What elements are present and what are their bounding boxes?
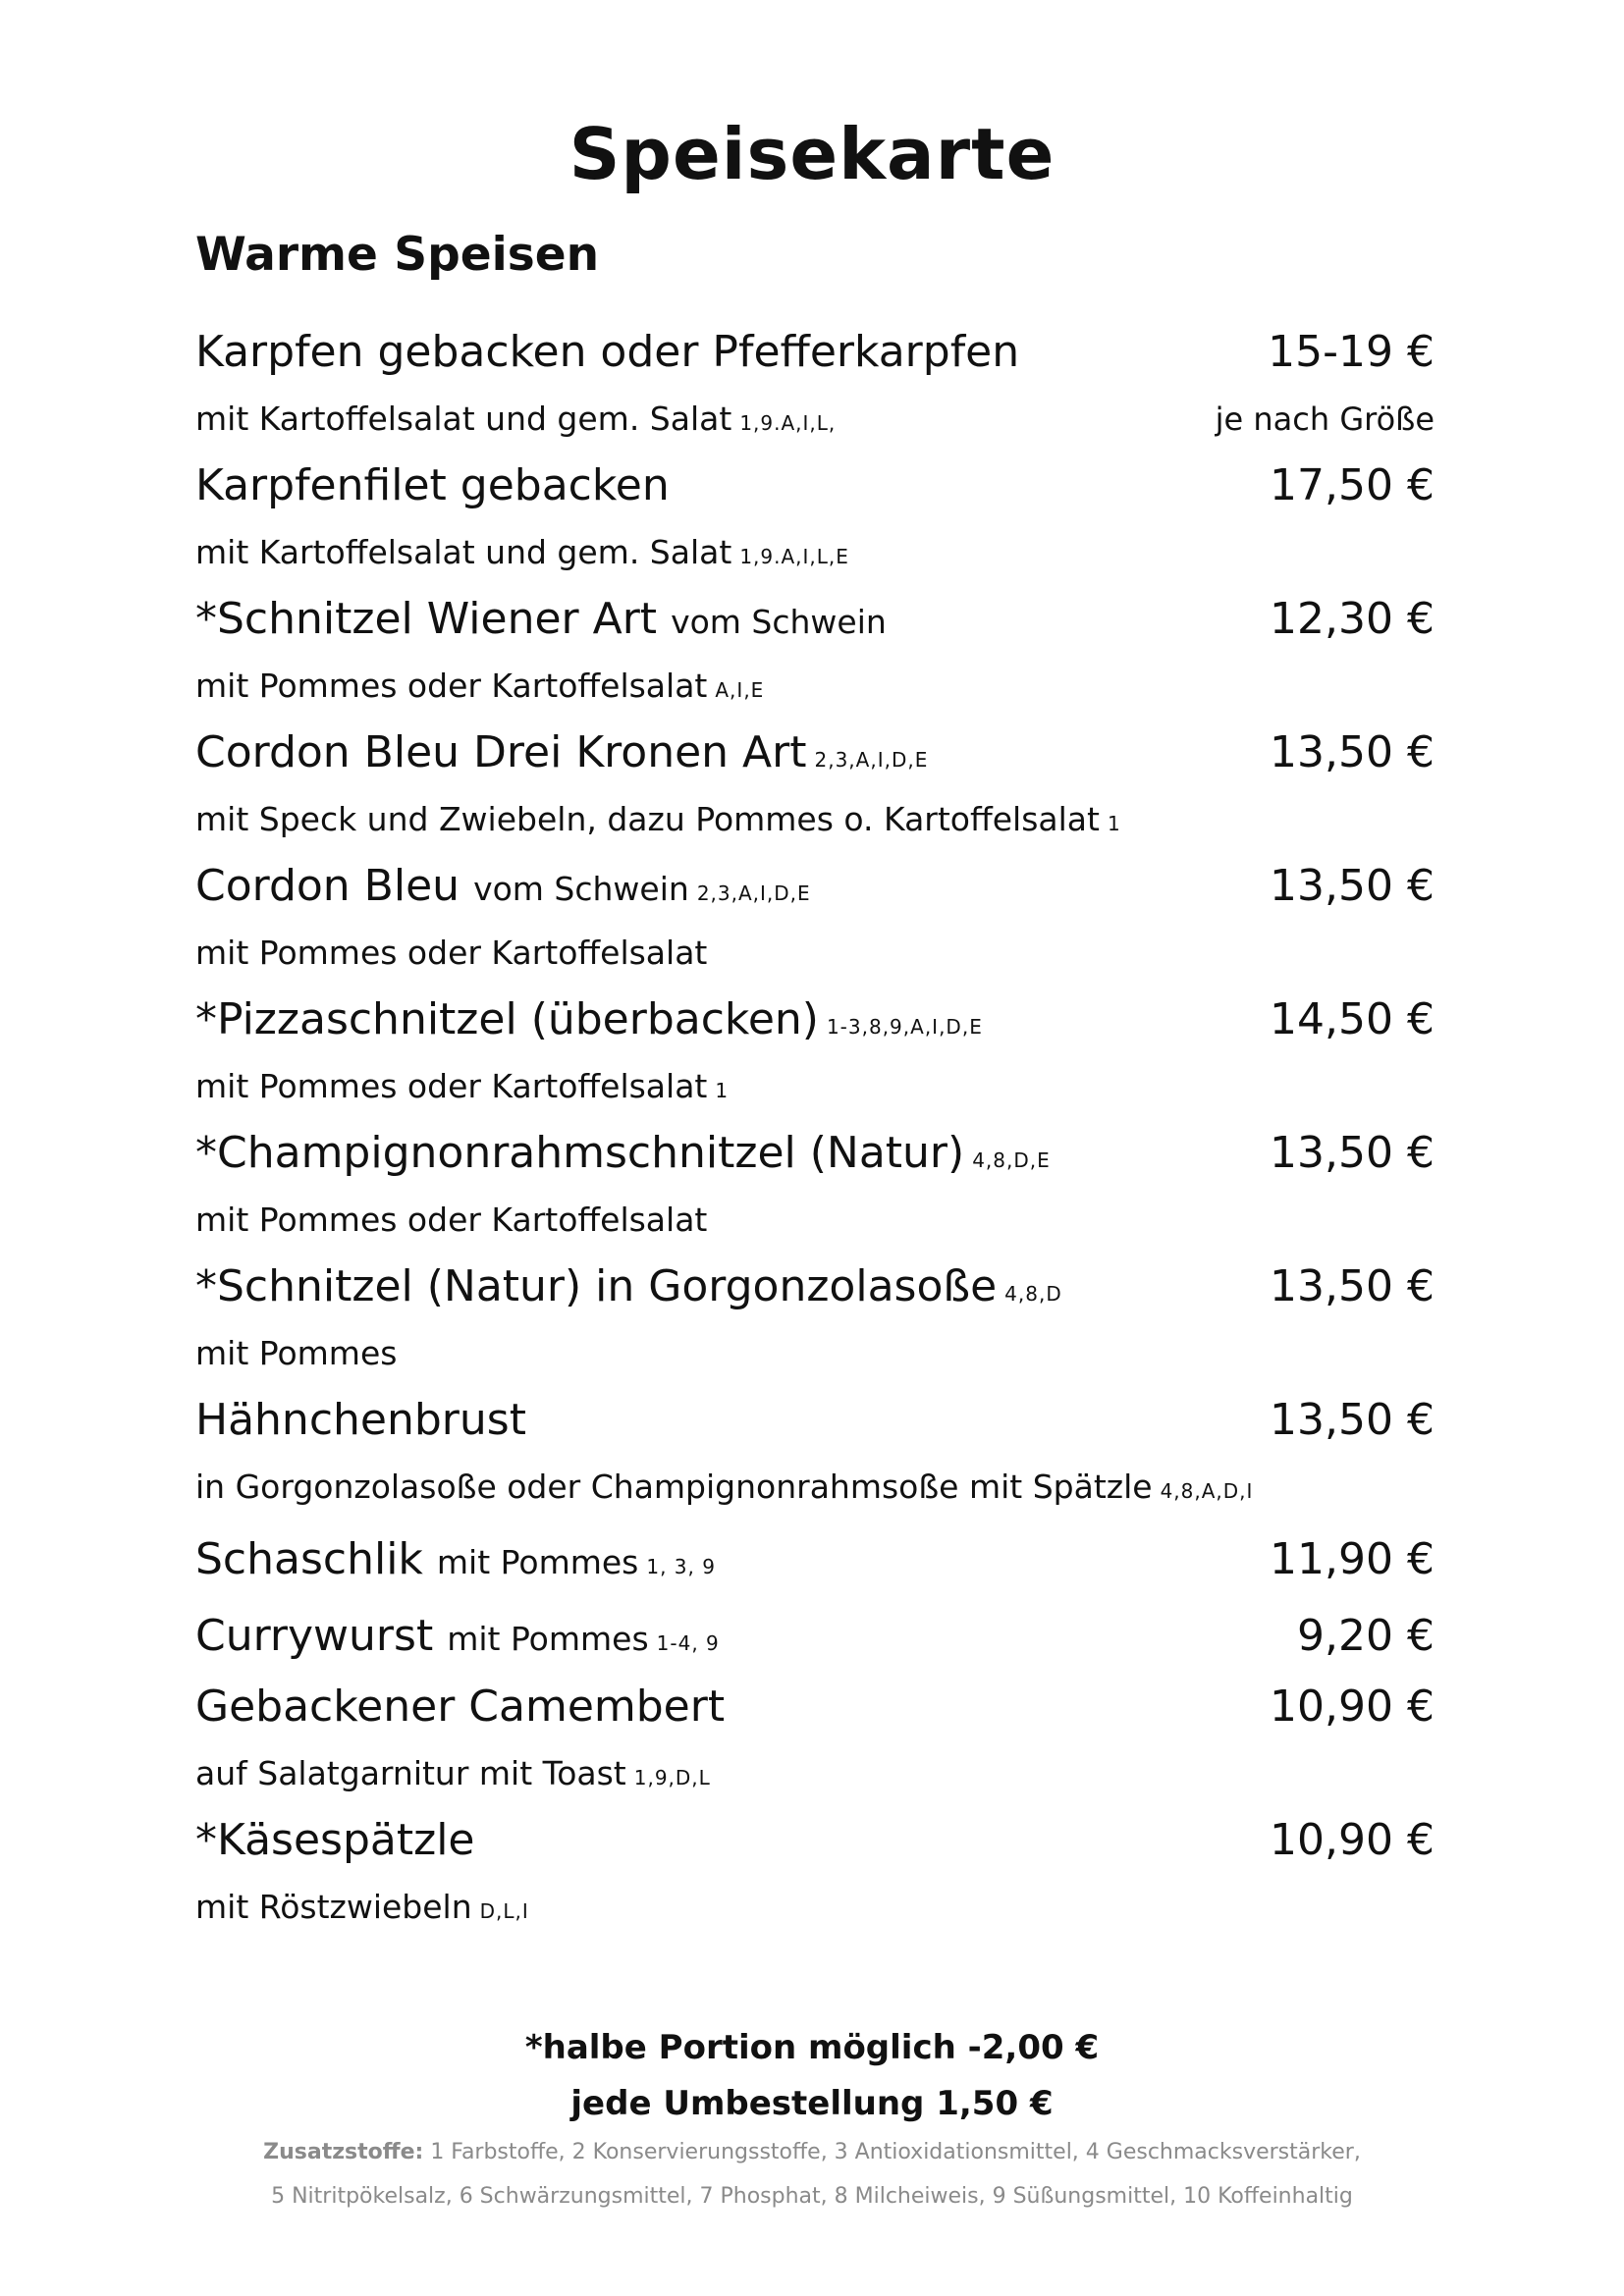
menu-list [195,319,1435,1941]
dish-allergens: 4,8,D,E [972,1148,1051,1172]
dish-price: 10,90 € [1270,1682,1435,1732]
dish-allergens: 1-3,8,9,A,I,D,E [826,1015,983,1039]
menu-item-header [195,1674,1435,1739]
menu-item-title [195,1682,725,1732]
menu-item-title [195,1261,1062,1311]
additives-line-2: 5 Nitritpökelsalz, 6 Schwärzungsmittel, 7 Phosphat, 8 Milcheiweis, 9 Süßungsmittel, 10 Koffeinhaltig [271,2184,1353,2209]
dish-allergens: 1-4, 9 [656,1630,720,1655]
menu-item-description-row [195,1453,1435,1521]
page-title: Speisekarte [568,113,1056,195]
menu-item-description-row [195,385,1435,453]
menu-item-description [195,533,849,571]
dish-name: Karpfenfilet gebacken [195,460,670,510]
menu-item [195,1597,1435,1674]
dish-price: 12,30 € [1270,594,1435,644]
description-allergens: 1 [715,1079,730,1102]
footer-notes [0,2020,1624,2132]
dish-name: *Schnitzel Wiener Art [195,594,658,644]
menu-item-description [195,667,764,705]
section-heading: Warme Speisen [195,228,600,282]
description-allergens: 1 [1107,812,1121,835]
menu-item-title [195,994,983,1044]
menu-item [195,1254,1435,1387]
menu-item [195,720,1435,853]
menu-item-description [195,1888,529,1926]
dish-name: Schaschlik [195,1533,423,1584]
description-allergens: 1,9,D,L [633,1766,711,1789]
menu-item-header [195,720,1435,785]
menu-item-title [195,1395,526,1445]
menu-item [195,586,1435,720]
menu-item [195,1521,1435,1597]
dish-description: mit Speck und Zwiebeln, dazu Pommes o. Kartoffelsalat [195,800,1100,838]
menu-item-title [195,327,1019,377]
dish-note: vom Schwein [473,870,689,908]
description-allergens: 1,9.A,I,L, [739,411,837,435]
menu-item-header [195,319,1435,385]
dish-price: 13,50 € [1270,1395,1435,1445]
dish-name: *Pizzaschnitzel (überbacken) [195,994,819,1044]
menu-item-header [195,1254,1435,1319]
dish-price: 13,50 € [1270,727,1435,777]
menu-item-header [195,1387,1435,1453]
menu-item-description [195,800,1121,838]
menu-item-header [195,586,1435,652]
dish-description: mit Kartoffelsalat und gem. Salat [195,400,732,438]
dish-allergens: 4,8,D [1004,1282,1062,1306]
dish-price: 17,50 € [1270,460,1435,510]
menu-item-description-row [195,1739,1435,1807]
additives-legend [0,2130,1624,2218]
menu-item-description-row [195,1052,1435,1120]
dish-name: *Käsespätzle [195,1815,475,1865]
menu-item-description [195,1468,1253,1506]
menu-item [195,1807,1435,1941]
additives-line-1 [0,2130,1624,2174]
dish-name: *Champignonrahmschnitzel (Natur) [195,1128,965,1178]
menu-item [195,1674,1435,1807]
menu-item-description [195,1067,729,1105]
menu-item [195,453,1435,586]
menu-item-description-row [195,518,1435,586]
dish-description: mit Pommes oder Kartoffelsalat [195,1201,708,1239]
menu-item-title [195,1611,720,1661]
dish-note: mit Pommes [447,1619,649,1658]
menu-item-description [195,400,836,438]
dish-note: mit Pommes [436,1542,639,1581]
dish-name: *Schnitzel (Natur) in Gorgonzolasoße [195,1261,998,1311]
menu-item-title [195,727,928,777]
menu-item [195,987,1435,1120]
menu-item [195,1120,1435,1254]
dish-price: 13,50 € [1270,861,1435,911]
menu-item-description-row [195,1186,1435,1254]
additives-text-1: 1 Farbstoffe, 2 Konservierungsstoffe, 3 Antioxidationsmittel, 4 Geschmacksverstärker, [430,2140,1361,2164]
menu-item-header [195,1521,1435,1597]
description-allergens: A,I,E [715,678,765,702]
menu-item-description-row [195,1873,1435,1941]
menu-item-header [195,1807,1435,1873]
dish-price: 14,50 € [1270,994,1435,1044]
dish-name: Gebackener Camembert [195,1682,726,1732]
dish-description: auf Salatgarnitur mit Toast [195,1754,626,1792]
dish-description: mit Pommes oder Kartoffelsalat [195,667,708,705]
dish-price: 13,50 € [1270,1128,1435,1178]
dish-description: mit Pommes oder Kartoffelsalat [195,934,708,972]
menu-item-title [195,1815,475,1865]
description-allergens: D,L,I [479,1899,529,1923]
menu-item-description [195,1201,707,1239]
half-portion-note: *halbe Portion möglich -2,00 € [524,2028,1100,2067]
dish-name: Karpfen gebacken oder Pfefferkarpfen [195,327,1020,377]
menu-item-description [195,934,707,972]
additives-label: Zusatzstoffe: [263,2140,424,2164]
menu-item-header [195,853,1435,919]
menu-item-title [195,594,887,644]
dish-description: mit Röstzwiebeln [195,1888,472,1926]
menu-item-title [195,861,811,911]
dish-description: mit Pommes oder Kartoffelsalat [195,1067,708,1105]
menu-item [195,1387,1435,1521]
dish-price: 9,20 € [1297,1610,1435,1661]
menu-item [195,853,1435,987]
menu-item-description-row [195,919,1435,987]
menu-item-title [195,460,670,510]
dish-allergens: 1, 3, 9 [646,1554,716,1578]
dish-price: 15-19 € [1268,327,1435,377]
menu-item [195,319,1435,453]
description-allergens: 1,9.A,I,L,E [739,545,849,568]
menu-item-description-row [195,1319,1435,1387]
menu-item-title [195,1534,716,1584]
price-note: je nach Größe [1215,400,1435,438]
dish-name: Cordon Bleu Drei Kronen Art [195,727,807,777]
menu-item-description-row [195,652,1435,720]
dish-name: Currywurst [195,1610,434,1661]
dish-price: 13,50 € [1270,1261,1435,1311]
dish-description: mit Kartoffelsalat und gem. Salat [195,533,732,571]
dish-price: 10,90 € [1270,1815,1435,1865]
menu-item-header [195,1120,1435,1186]
dish-description: mit Pommes [195,1334,398,1372]
menu-item-header [195,987,1435,1052]
dish-description: in Gorgonzolasoße oder Champignonrahmsoße mit Spätzle [195,1468,1153,1506]
menu-item-header [195,1597,1435,1674]
dish-name: Cordon Bleu [195,861,460,911]
menu-item-title [195,1128,1051,1178]
menu-item-header [195,453,1435,518]
menu-item-description-row [195,785,1435,853]
menu-item-description [195,1754,711,1792]
dish-allergens: 2,3,A,I,D,E [814,748,929,772]
dish-name: Hähnchenbrust [195,1395,526,1445]
menu-item-description [195,1334,397,1372]
dish-note: vom Schwein [671,603,887,641]
dish-allergens: 2,3,A,I,D,E [696,881,811,905]
description-allergens: 4,8,A,D,I [1160,1479,1254,1503]
change-fee-note: jede Umbestellung 1,50 € [570,2084,1054,2123]
dish-price: 11,90 € [1270,1533,1435,1584]
